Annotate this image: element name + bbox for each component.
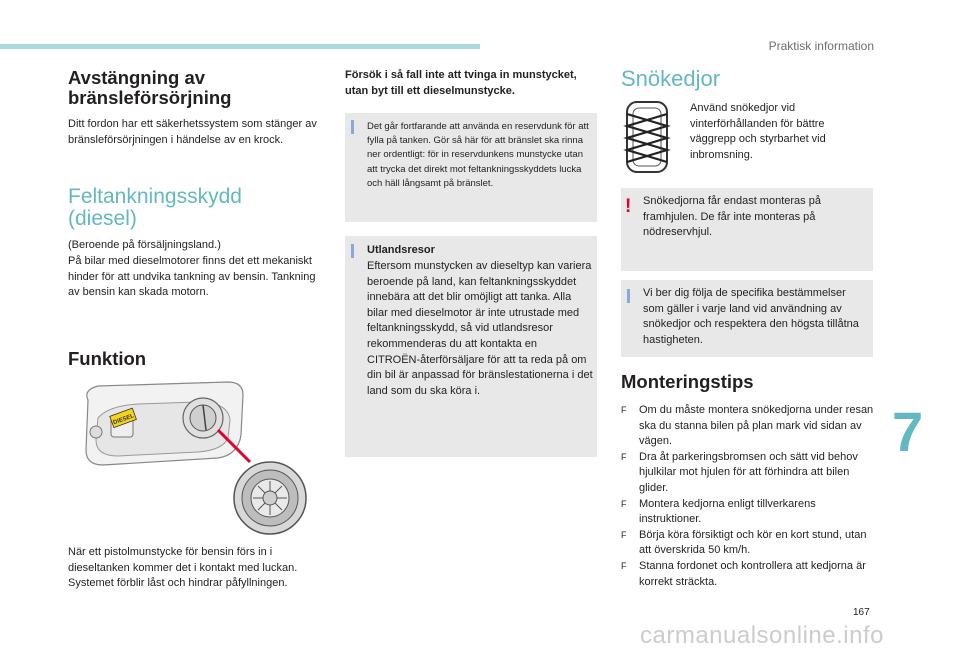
bullet-icon: F (621, 498, 627, 509)
bullet-icon: F (621, 405, 627, 415)
info-icon (351, 244, 354, 258)
list-item: F Stanna fordonet och kontrollera att kedjorna är korrekt sträckta. (621, 559, 866, 588)
paragraph-feltankning: På bilar med dieselmotorer finns det ett mekaniskt hinder för att undvika tankning av bensin. Tankning av bensin kan skada motorn. (68, 255, 316, 299)
info-icon (627, 289, 630, 303)
page-number: 167 (853, 607, 870, 618)
heading-feltankningsskydd: Feltankningsskydd (diesel) (68, 185, 242, 230)
chapter-number: 7 (892, 400, 924, 463)
list-item: F Börja köra försiktigt och kör en kort stund, utan att överskrida 50 km/h. (621, 528, 867, 557)
heading-monteringstips: Monteringstips (621, 371, 754, 392)
warning-snokedjor-text: Snökedjorna får endast monteras på framhjulen. De får inte monteras på nödreservhjul. (643, 195, 821, 239)
list-item: F Montera kedjorna enligt tillverkarens instruktioner. (621, 497, 816, 526)
watermark: carmanualsonline.info (640, 622, 884, 649)
info-icon (351, 120, 354, 134)
fuel-filler-illustration (78, 380, 323, 542)
bullet-icon: F (621, 451, 627, 462)
warning-box-snokedjor (621, 188, 873, 271)
paragraph-feltankning-country: (Beroende på försäljningsland.) (68, 239, 221, 251)
heading-funktion: Funktion (68, 348, 147, 369)
bullet-icon: F (621, 529, 627, 540)
info-utlandsresor-text: Eftersom munstycken av dieseltyp kan variera beroende på land, kan feltankningsskyddet innebära att det blir omöjligt att tanka. Alla bilar med dieselmotor är inte utrustade med feltankningsskydd, så vid utlandsresor rekommenderas du att kontakta en CITROËN-återförsäljare för att ta reda på om din bil är anpassad för bränslestationerna i det land som du ska köra i. (367, 260, 593, 397)
info-bestammelser-text: Vi ber dig följa de specifika bestämmelser som gäller i varje land vid användning av snökedjor och respektera den högsta tillåtna hastigheten. (643, 287, 859, 346)
info-box-bestammelser (621, 280, 873, 357)
info-box-utlandsresor (345, 236, 597, 457)
info-reservdunk-text: Det går fortfarande att använda en reservdunk för att fylla på tanken. Gör så här för att bränslet ska rinna ner ordentligt: för in reservdunkens munstycke utan att trycka det direkt mot feltankningsskyddets lucka och häll långsamt på bränslet. (367, 121, 589, 189)
header-accent-bar (0, 44, 480, 49)
list-item: F Om du måste montera snökedjorna under resan ska du stanna bilen på plan mark vid sidan av vägen. (621, 404, 874, 448)
info-box-reservdunk (345, 113, 597, 222)
figure-caption: När ett pistolmunstycke för bensin förs in i dieseltanken kommer det i kontakt med luckan. Systemet förblir låst och hindrar påfyllningen. (68, 546, 298, 590)
warning-icon: ! (625, 196, 632, 217)
heading-snokedjor: Snökedjor (621, 66, 721, 91)
warning-no-force: Försök i så fall inte att tvinga in munstycket, utan byt till ett dieselmunstycke. (345, 69, 577, 97)
paragraph-snokedjor: Använd snökedjor vid vinterförhållanden för bättre väggrepp och styrbarhet vid inbromsning. (690, 102, 826, 161)
info-utlandsresor-title: Utlandsresor (367, 244, 435, 256)
bullet-icon: F (621, 560, 627, 571)
list-item: F Dra åt parkeringsbromsen och sätt vid behov hjulkilar mot hjulen för att förhindra att bilen glider. (621, 450, 858, 494)
snow-chain-icon (621, 98, 673, 176)
heading-avstangning: Avstängning av bränsleförsörjning (68, 67, 232, 108)
diesel-label-text: DIESEL (112, 413, 135, 427)
section-title: Praktisk information (768, 39, 874, 53)
monteringstips-list (621, 403, 876, 590)
paragraph-avstangning: Ditt fordon har ett säkerhetssystem som stänger av bränsleförsörjningen i händelse av en krock. (68, 118, 317, 146)
